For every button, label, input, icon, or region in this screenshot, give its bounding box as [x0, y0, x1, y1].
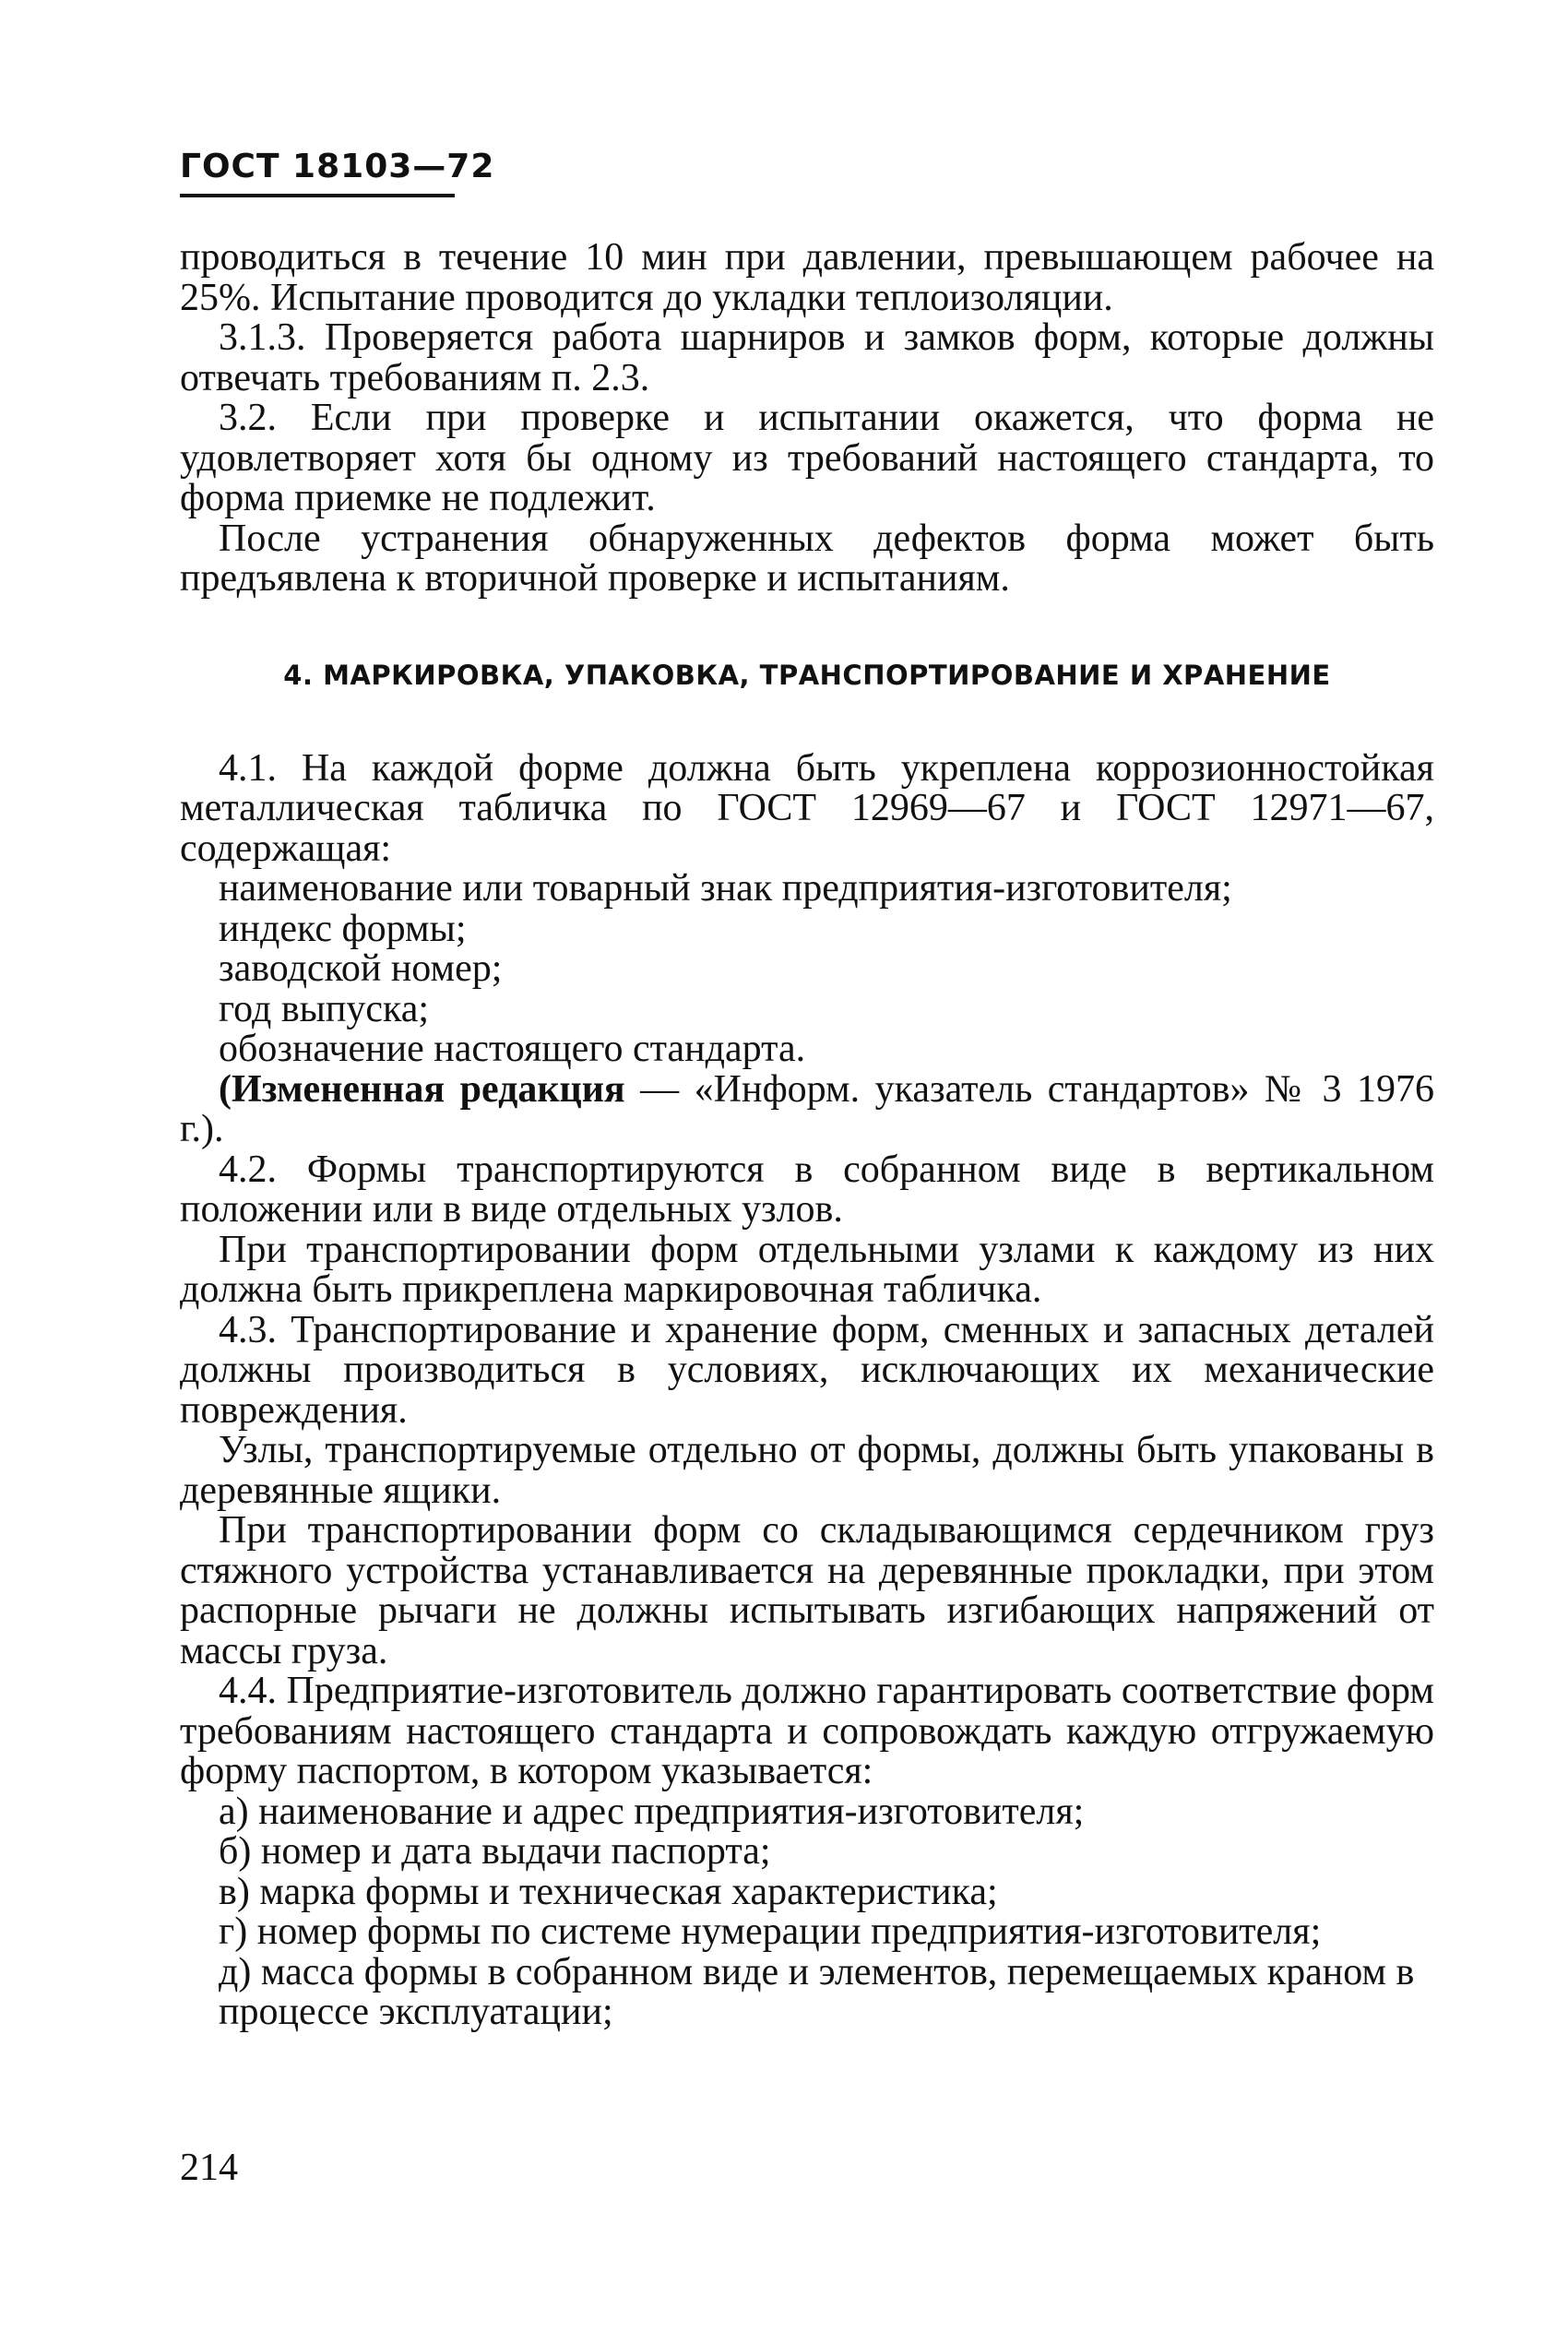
list-item: наименование или товарный знак предприятия-изготовителя; [219, 867, 1232, 910]
section-4-heading: 4. МАРКИРОВКА, УПАКОВКА, ТРАНСПОРТИРОВАНИЕ И ХРАНЕНИЕ [283, 659, 1331, 691]
document-body [180, 238, 1434, 2033]
list-item: г) номер формы по системе нумерации предприятия-изготовителя; [219, 1910, 1322, 1953]
list-item: б) номер и дата выдачи паспорта; [219, 1830, 771, 1873]
paragraph-4-3: 4.3. Транспортирование и хранение форм, сменных и запасных деталей должны производиться в условиях, исключающих их механические повреждения. [180, 1308, 1434, 1432]
list-item: заводской номер; [219, 947, 503, 990]
header-underline [180, 194, 455, 197]
paragraph-4-3-transport: При транспортировании форм со складывающимся сердечником груз стяжного устройства устанавливается на деревянные прокладки, при этом распорные рычаги не должны испытывать изгибающих напряжений от массы груза. [180, 1509, 1434, 1672]
standard-header: ГОСТ 18103—72 [180, 148, 495, 185]
amendment-label: (Измененная редакция [219, 1067, 625, 1111]
list-item: в) марка формы и техническая характеристика; [219, 1870, 998, 1913]
paragraph-4-2: 4.2. Формы транспортируются в собранном виде в вертикальном положении или в виде отдельных узлов. [180, 1148, 1434, 1231]
list-item: год выпуска; [219, 987, 430, 1030]
list-item: обозначение настоящего стандарта. [219, 1028, 806, 1070]
list-item: д) масса формы в собранном виде и элементов, перемещаемых краном в процессе эксплуатации; [219, 1950, 1415, 2033]
paragraph-4-1: 4.1. На каждой форме должна быть укреплена коррозионностойкая металлическая табличка по ГОСТ 12969—67 и ГОСТ 12971—67, содержащая: [180, 746, 1434, 870]
paragraph-4-4: 4.4. Предприятие-изготовитель должно гарантировать соответствие форм требованиям настоящего стандарта и сопровождать каждую отгружаемую форму паспортом, в котором указывается: [180, 1670, 1434, 1792]
paragraph-4-3-after: Узлы, транспортируемые отдельно от формы, должны быть упакованы в деревянные ящики. [180, 1429, 1434, 1512]
paragraph-3-2: 3.2. Если при проверке и испытании окажется, что форма не удовлетворяет хотя бы одному из требований настоящего стандарта, то форма приемке не подлежит. [180, 397, 1434, 519]
list-item: а) наименование и адрес предприятия-изготовителя; [219, 1790, 1085, 1833]
paragraph-4-2-after: При транспортировании форм отдельными узлами к каждому из них должна быть прикреплена маркировочная табличка. [180, 1228, 1434, 1311]
amendment-note [180, 1067, 1434, 1150]
page-number: 214 [180, 2147, 238, 2189]
paragraph-3-1-3: 3.1.3. Проверяется работа шарниров и замков форм, которые должны отвечать требованиям п. 2.3. [180, 316, 1434, 399]
paragraph-continuation: проводиться в течение 10 мин при давлении, превышающем рабочее на 25%. Испытание проводится до укладки теплоизоляции. [180, 236, 1434, 319]
paragraph-3-2-after: После устранения обнаруженных дефектов форма может быть предъявлена к вторичной проверке и испытаниям. [180, 517, 1434, 600]
amendment-reference: — «Информ. указатель стандартов» № 3 1976 г.). [180, 1067, 1434, 1150]
list-item: индекс формы; [219, 907, 467, 950]
